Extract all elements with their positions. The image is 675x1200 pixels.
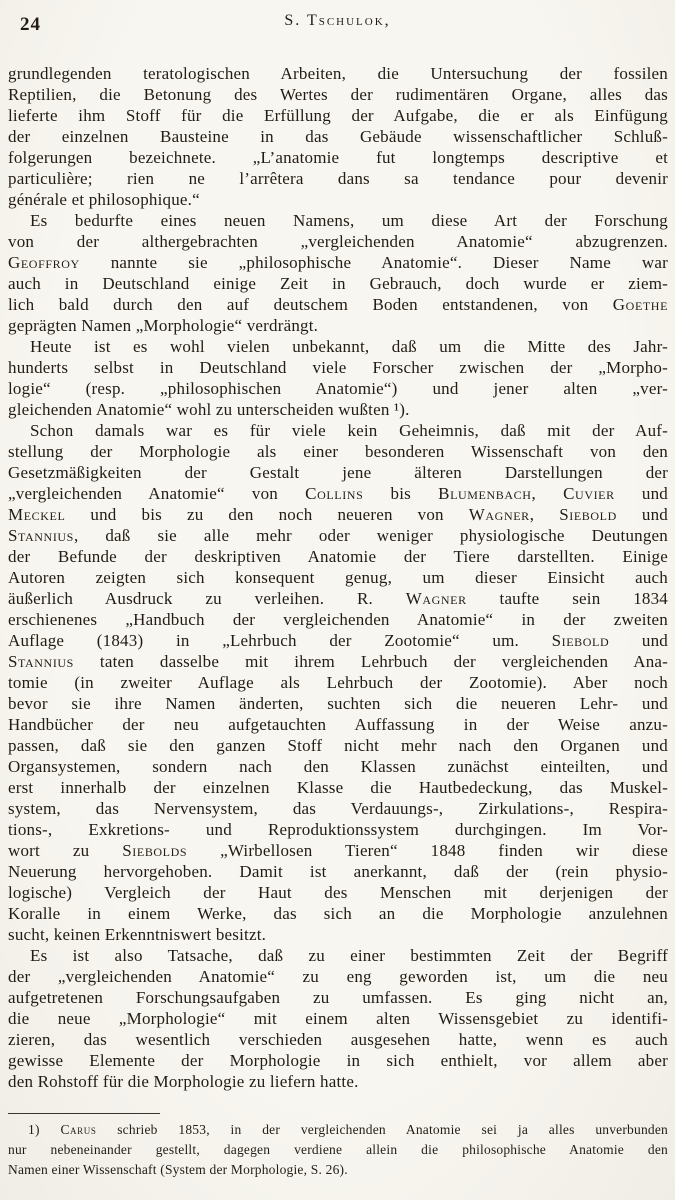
text-line: aufgetretenen Forschungsaufgaben zu umfassen. Es ging nicht an,	[8, 988, 668, 1007]
text-line: erschienenes „Handbuch der vergleichenden Anatomie“ in der zweiten	[8, 610, 668, 629]
person-name: Goethe	[612, 295, 668, 314]
text-line: der Befunde der deskriptiven Anatomie der Tiere darstellten. Einige	[8, 547, 668, 566]
text-line: Neuerung hervorgehoben. Damit ist anerkannt, daß der (rein physio-	[8, 862, 668, 881]
text-line: Koralle in einem Werke, das sich an die Morphologie anzulehnen	[8, 904, 668, 923]
text-line: Es bedurfte eines neuen Namens, um diese Art der Forschung	[30, 211, 668, 230]
text-line: Heute ist es wohl vielen unbekannt, daß um die Mitte des Jahr-	[30, 337, 668, 356]
text-line: Stannius taten dasselbe mit ihrem Lehrbuch der vergleichenden Ana-	[8, 652, 668, 671]
text-line: den Rohstoff für die Morphologie zu liefern hatte.	[8, 1072, 359, 1091]
text-line: der „vergleichenden Anatomie“ zu eng geworden ist, um die neu	[8, 967, 668, 986]
text-line: passen, daß sie den ganzen Stoff nicht mehr nach den Organen und	[8, 736, 668, 755]
text-line: générale et philosophique.“	[8, 190, 200, 209]
text-line: bevor sie ihre Namen änderten, suchten sich die neueren Lehr- und	[8, 694, 668, 713]
person-name: Wagner	[405, 589, 467, 608]
paragraph	[8, 63, 668, 210]
page-number: 24	[20, 14, 41, 35]
text-line: Gesetzmäßigkeiten der Gestalt jene älteren Darstellungen der	[8, 463, 668, 482]
text-line: wort zu Siebolds „Wirbellosen Tieren“ 1848 finden wir diese	[8, 841, 668, 860]
text-line: Namen einer Wissenschaft (System der Morphologie, S. 26).	[8, 1162, 348, 1177]
text-line: „vergleichenden Anatomie“ von Collins bis Blumenbach, Cuvier und	[8, 484, 668, 503]
person-name: Geoffroy	[8, 253, 80, 272]
person-name: Siebold	[551, 631, 610, 650]
text-line: der einzelnen Bausteine in das Gebäude wissenschaftlicher Schluß-	[8, 127, 668, 146]
person-name: Siebolds	[122, 841, 188, 860]
text-line: geprägten Namen „Morphologie“ verdrängt.	[8, 316, 319, 335]
paragraph	[8, 210, 668, 336]
person-name: Carus	[60, 1122, 97, 1137]
text-line: Autoren zeigten sich konsequent genug, um dieser Einsicht auch	[8, 568, 668, 587]
text-line: gleichenden Anatomie“ wohl zu unterscheiden wußten ¹).	[8, 400, 410, 419]
text-line: Stannius, daß sie alle mehr oder weniger physiologische Deutungen	[8, 526, 668, 545]
text-line: logie“ (resp. „philosophischen Anatomie“) und jener alten „ver-	[8, 379, 668, 398]
text-line: Organsystemen, sondern nach den Klassen zunächst einteilten, und	[8, 757, 668, 776]
text-line: particulière; rien ne l’arrêtera dans sa tendance pour devenir	[8, 169, 668, 188]
text-line: stellung der Morphologie als einer besonderen Wissenschaft von den	[8, 442, 668, 461]
text-line: äußerlich Ausdruck zu verleihen. R. Wagner taufte sein 1834	[8, 589, 669, 608]
text-line: von der althergebrachten „vergleichenden Anatomie“ abzugrenzen.	[8, 232, 668, 251]
person-name: Blumenbach	[438, 484, 532, 503]
text-line: auch in Deutschland einige Zeit in Gebrauch, doch wurde er ziem-	[8, 274, 668, 293]
text-line: tions-, Exkretions- und Reproduktionssystem durchgingen. Im Vor-	[8, 820, 668, 839]
footnote-text	[0, 1120, 675, 1180]
text-line: lich bald durch den auf deutschem Boden entstandenen, von Goethe	[8, 295, 668, 314]
person-name: Stannius	[8, 526, 74, 545]
text-line: hunderts selbst in Deutschland viele Forscher zwischen der „Morpho-	[8, 358, 668, 377]
paragraph	[8, 336, 668, 420]
page-header	[0, 0, 675, 46]
text-line: nur nebeneinander gestellt, dagegen verdiene allein die philosophische Anatomie den	[8, 1142, 668, 1157]
person-name: Wagner	[468, 505, 530, 524]
person-name: Stannius	[8, 652, 74, 671]
text-line: logische) Vergleich der Haut des Menschen mit derjenigen der	[8, 883, 668, 902]
person-name: Collins	[305, 484, 364, 503]
footnote-separator	[8, 1113, 160, 1114]
text-line: Schon damals war es für viele kein Geheimnis, daß mit der Auf-	[30, 421, 668, 440]
text-line: Es ist also Tatsache, daß zu einer bestimmten Zeit der Begriff	[30, 946, 668, 965]
body-text	[0, 63, 675, 1092]
text-line: 1) Carus schrieb 1853, in der vergleichenden Anatomie sei ja alles unverbunden	[28, 1122, 668, 1137]
person-name: Cuvier	[563, 484, 615, 503]
text-line: gewisse Elemente der Morphologie in sich enthielt, vor allem aber	[8, 1051, 668, 1070]
text-line: Meckel und bis zu den noch neueren von Wagner, Siebold und	[8, 505, 668, 524]
text-line: lieferte ihm Stoff für die Erfüllung der Aufgabe, die er als Einfügung	[8, 106, 668, 125]
person-name: Meckel	[8, 505, 66, 524]
text-line: sucht, keinen Erkenntniswert besitzt.	[8, 925, 267, 944]
text-line: system, das Nervensystem, das Verdauungs-, Zirkulations-, Respira-	[8, 799, 668, 818]
text-line: grundlegenden teratologischen Arbeiten, die Untersuchung der fossilen	[8, 64, 668, 83]
text-line: Auflage (1843) in „Lehrbuch der Zootomie“ um. Siebold und	[8, 631, 668, 650]
text-line: folgerungen bezeichnete. „L’anatomie fut longtemps descriptive et	[8, 148, 668, 167]
person-name: Siebold	[559, 505, 617, 524]
text-line: Geoffroy nannte sie „philosophische Anatomie“. Dieser Name war	[8, 253, 668, 272]
running-title: S. Tschulok,	[284, 12, 391, 29]
text-line: zieren, das wesentlich verschieden ausgesehen hatte, wenn es auch	[8, 1030, 668, 1049]
text-line: Handbücher der neu aufgetauchten Auffassung in der Weise anzu-	[8, 715, 668, 734]
paragraph	[8, 420, 668, 945]
person-name: Siebold	[122, 841, 180, 860]
text-line: erst innerhalb der einzelnen Klasse die Hautbedeckung, das Muskel-	[8, 778, 668, 797]
text-line: die neue „Morphologie“ mit einem alten Wissensgebiet zu identifi-	[8, 1009, 668, 1028]
paragraph	[8, 945, 668, 1092]
text-line: Reptilien, die Betonung des Wertes der rudimentären Organe, alles das	[8, 85, 668, 104]
text-line: tomie (in zweiter Auflage als Lehrbuch der Zootomie). Aber noch	[8, 673, 668, 692]
